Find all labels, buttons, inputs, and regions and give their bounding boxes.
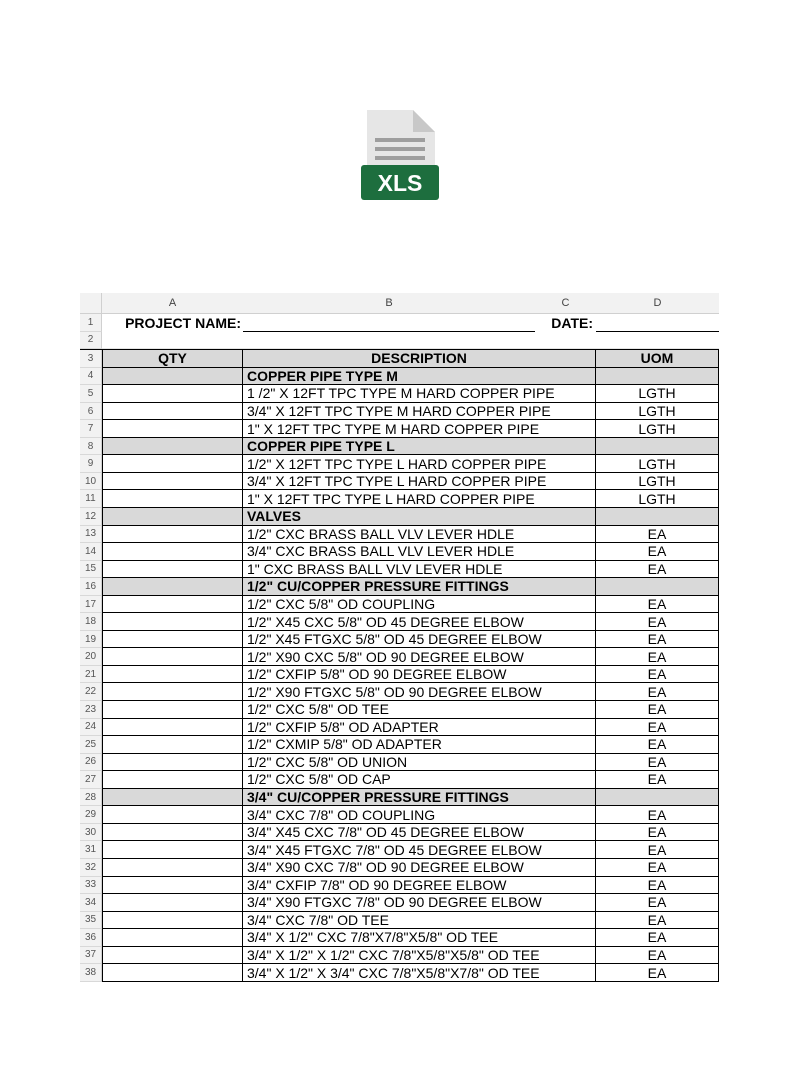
table-row bbox=[80, 877, 719, 895]
qty-cell[interactable] bbox=[102, 719, 243, 737]
date-field[interactable] bbox=[596, 314, 719, 332]
table-row bbox=[80, 683, 719, 701]
table-row bbox=[80, 385, 719, 403]
table-row bbox=[80, 947, 719, 965]
uom-cell[interactable]: EA bbox=[596, 561, 719, 579]
qty-cell[interactable] bbox=[102, 403, 243, 421]
row-number[interactable]: 1 bbox=[80, 314, 102, 332]
column-header-a[interactable]: A bbox=[168, 297, 177, 309]
qty-cell[interactable] bbox=[102, 526, 243, 544]
row-number[interactable]: 25 bbox=[80, 736, 102, 754]
cell[interactable] bbox=[596, 332, 719, 350]
table-header-row bbox=[80, 349, 719, 368]
uom-cell[interactable]: EA bbox=[596, 596, 719, 614]
description-cell[interactable]: 1" X 12FT TPC TYPE L HARD COPPER PIPE bbox=[243, 490, 596, 508]
table-row bbox=[80, 964, 719, 982]
description-cell[interactable]: 3/4" X 12FT TPC TYPE L HARD COPPER PIPE bbox=[243, 473, 596, 491]
row-number[interactable]: 23 bbox=[80, 701, 102, 719]
description-cell[interactable]: 3/4" X90 FTGXC 7/8" OD 90 DEGREE ELBOW bbox=[243, 894, 596, 912]
uom-cell[interactable]: EA bbox=[596, 701, 719, 719]
qty-cell[interactable] bbox=[102, 385, 243, 403]
qty-cell[interactable] bbox=[102, 543, 243, 561]
project-name-field[interactable] bbox=[243, 314, 535, 332]
section-row bbox=[80, 438, 719, 456]
description-cell[interactable]: 3/4" X 1/2" CXC 7/8"X7/8"X5/8" OD TEE bbox=[243, 929, 596, 947]
table-row bbox=[80, 929, 719, 947]
qty-cell[interactable] bbox=[102, 368, 243, 386]
qty-cell[interactable] bbox=[102, 578, 243, 596]
description-cell[interactable]: 1/2" CXFIP 5/8" OD 90 DEGREE ELBOW bbox=[243, 666, 596, 684]
table-row bbox=[80, 894, 719, 912]
qty-cell[interactable] bbox=[102, 490, 243, 508]
uom-cell[interactable]: LGTH bbox=[596, 403, 719, 421]
row-number[interactable]: 16 bbox=[80, 578, 102, 596]
uom-cell[interactable]: EA bbox=[596, 964, 719, 982]
qty-cell[interactable] bbox=[102, 561, 243, 579]
select-all-corner[interactable] bbox=[80, 293, 102, 313]
uom-cell[interactable]: EA bbox=[596, 719, 719, 737]
table-row bbox=[80, 859, 719, 877]
description-cell[interactable]: 1" X 12FT TPC TYPE M HARD COPPER PIPE bbox=[243, 420, 596, 438]
row-number[interactable]: 36 bbox=[80, 929, 102, 947]
qty-cell[interactable] bbox=[102, 648, 243, 666]
uom-cell[interactable]: EA bbox=[596, 736, 719, 754]
qty-cell[interactable] bbox=[102, 824, 243, 842]
qty-header: QTY bbox=[102, 350, 243, 368]
qty-cell[interactable] bbox=[102, 877, 243, 895]
table-row bbox=[80, 841, 719, 859]
uom-cell[interactable]: EA bbox=[596, 947, 719, 965]
uom-cell[interactable]: EA bbox=[596, 771, 719, 789]
description-cell[interactable]: 1/2" CXC 5/8" OD CAP bbox=[243, 771, 596, 789]
qty-cell[interactable] bbox=[102, 806, 243, 824]
uom-cell[interactable]: EA bbox=[596, 806, 719, 824]
table-row bbox=[80, 420, 719, 438]
row-2 bbox=[80, 332, 719, 350]
row-1 bbox=[80, 314, 719, 332]
description-cell[interactable]: 1/2" CXC BRASS BALL VLV LEVER HDLE bbox=[243, 526, 596, 544]
row-number[interactable]: 4 bbox=[80, 368, 102, 386]
section-row bbox=[80, 789, 719, 807]
row-number[interactable]: 19 bbox=[80, 631, 102, 649]
row-number[interactable]: 27 bbox=[80, 771, 102, 789]
row-number[interactable]: 28 bbox=[80, 789, 102, 807]
table-row bbox=[80, 403, 719, 421]
description-cell[interactable]: 3/4" X45 CXC 7/8" OD 45 DEGREE ELBOW bbox=[243, 824, 596, 842]
project-name-label: PROJECT NAME: bbox=[125, 314, 241, 331]
table-row bbox=[80, 912, 719, 930]
row-number[interactable]: 33 bbox=[80, 877, 102, 895]
table-row bbox=[80, 543, 719, 561]
row-number[interactable]: 31 bbox=[80, 841, 102, 859]
qty-cell[interactable] bbox=[102, 789, 243, 807]
uom-cell[interactable]: EA bbox=[596, 929, 719, 947]
row-number[interactable]: 34 bbox=[80, 894, 102, 912]
description-cell[interactable]: 3/4" X 1/2" X 3/4" CXC 7/8"X5/8"X7/8" OD TEE bbox=[243, 964, 596, 982]
qty-cell[interactable] bbox=[102, 771, 243, 789]
qty-cell[interactable] bbox=[102, 736, 243, 754]
table-row bbox=[80, 701, 719, 719]
table-row bbox=[80, 455, 719, 473]
row-number[interactable]: 11 bbox=[80, 490, 102, 508]
description-cell[interactable]: 1/2" X90 FTGXC 5/8" OD 90 DEGREE ELBOW bbox=[243, 683, 596, 701]
description-cell[interactable]: 3/4" CXFIP 7/8" OD 90 DEGREE ELBOW bbox=[243, 877, 596, 895]
xls-label: XLS bbox=[377, 170, 423, 196]
description-cell[interactable]: 3/4" CXC 7/8" OD COUPLING bbox=[243, 806, 596, 824]
description-cell[interactable]: 1 /2" X 12FT TPC TYPE M HARD COPPER PIPE bbox=[243, 385, 596, 403]
uom-cell[interactable]: EA bbox=[596, 666, 719, 684]
table-row bbox=[80, 473, 719, 491]
uom-cell[interactable]: EA bbox=[596, 754, 719, 772]
qty-cell[interactable] bbox=[102, 912, 243, 930]
qty-cell[interactable] bbox=[102, 964, 243, 982]
section-title[interactable]: COPPER PIPE TYPE M bbox=[243, 368, 596, 386]
description-cell[interactable]: 3/4" X90 CXC 7/8" OD 90 DEGREE ELBOW bbox=[243, 859, 596, 877]
description-cell[interactable]: 1/2" CXC 5/8" OD TEE bbox=[243, 701, 596, 719]
section-title[interactable]: 1/2" CU/COPPER PRESSURE FITTINGS bbox=[243, 578, 596, 596]
table-row bbox=[80, 596, 719, 614]
section-row bbox=[80, 578, 719, 596]
uom-cell[interactable]: EA bbox=[596, 877, 719, 895]
uom-cell[interactable]: LGTH bbox=[596, 455, 719, 473]
section-title[interactable]: 3/4" CU/COPPER PRESSURE FITTINGS bbox=[243, 789, 596, 807]
table-row bbox=[80, 561, 719, 579]
description-cell[interactable]: 1/2" X 12FT TPC TYPE L HARD COPPER PIPE bbox=[243, 455, 596, 473]
table-row bbox=[80, 719, 719, 737]
uom-cell[interactable] bbox=[596, 578, 719, 596]
table-row bbox=[80, 666, 719, 684]
description-cell[interactable]: 1/2" CXFIP 5/8" OD ADAPTER bbox=[243, 719, 596, 737]
row-number[interactable]: 10 bbox=[80, 473, 102, 491]
uom-cell[interactable]: EA bbox=[596, 841, 719, 859]
row-number[interactable]: 14 bbox=[80, 543, 102, 561]
qty-cell[interactable] bbox=[102, 947, 243, 965]
cell[interactable] bbox=[102, 332, 243, 350]
section-title[interactable]: COPPER PIPE TYPE L bbox=[243, 438, 596, 456]
section-title[interactable]: VALVES bbox=[243, 508, 596, 526]
cell[interactable] bbox=[535, 332, 596, 350]
uom-cell[interactable]: EA bbox=[596, 613, 719, 631]
uom-cell[interactable]: LGTH bbox=[596, 385, 719, 403]
uom-cell[interactable]: EA bbox=[596, 683, 719, 701]
description-header: DESCRIPTION bbox=[243, 350, 596, 368]
xls-file-icon bbox=[361, 108, 441, 204]
uom-cell[interactable]: EA bbox=[596, 631, 719, 649]
qty-cell[interactable] bbox=[102, 438, 243, 456]
date-label: DATE: bbox=[551, 314, 593, 331]
row-number[interactable]: 35 bbox=[80, 912, 102, 930]
table-row bbox=[80, 754, 719, 772]
row-number[interactable]: 32 bbox=[80, 859, 102, 877]
qty-cell[interactable] bbox=[102, 701, 243, 719]
description-cell[interactable]: 3/4" X 1/2" X 1/2" CXC 7/8"X5/8"X5/8" OD TEE bbox=[243, 947, 596, 965]
table-row bbox=[80, 490, 719, 508]
table-row bbox=[80, 824, 719, 842]
qty-cell[interactable] bbox=[102, 508, 243, 526]
row-number[interactable]: 29 bbox=[80, 806, 102, 824]
cell[interactable] bbox=[243, 332, 535, 350]
description-cell[interactable]: 1/2" CXC 5/8" OD COUPLING bbox=[243, 596, 596, 614]
qty-cell[interactable] bbox=[102, 455, 243, 473]
row-number[interactable]: 37 bbox=[80, 947, 102, 965]
description-cell[interactable]: 3/4" CXC 7/8" OD TEE bbox=[243, 912, 596, 930]
spreadsheet bbox=[80, 293, 719, 982]
table-body bbox=[80, 368, 719, 982]
description-cell[interactable]: 1/2" CXC 5/8" OD UNION bbox=[243, 754, 596, 772]
column-header-c[interactable]: C bbox=[561, 297, 570, 309]
uom-cell[interactable]: EA bbox=[596, 912, 719, 930]
uom-cell[interactable] bbox=[596, 508, 719, 526]
row-number[interactable]: 21 bbox=[80, 666, 102, 684]
uom-cell[interactable]: EA bbox=[596, 648, 719, 666]
column-header-d[interactable]: D bbox=[653, 297, 662, 309]
uom-cell[interactable]: EA bbox=[596, 859, 719, 877]
qty-cell[interactable] bbox=[102, 473, 243, 491]
uom-cell[interactable] bbox=[596, 368, 719, 386]
row-number[interactable]: 24 bbox=[80, 719, 102, 737]
table-row bbox=[80, 526, 719, 544]
row-number[interactable]: 22 bbox=[80, 683, 102, 701]
qty-cell[interactable] bbox=[102, 894, 243, 912]
table-row bbox=[80, 806, 719, 824]
row-number[interactable]: 7 bbox=[80, 420, 102, 438]
table-row bbox=[80, 648, 719, 666]
row-number[interactable]: 38 bbox=[80, 964, 102, 982]
table-row bbox=[80, 736, 719, 754]
column-header-b[interactable]: B bbox=[385, 297, 393, 309]
description-cell[interactable]: 1/2" X45 CXC 5/8" OD 45 DEGREE ELBOW bbox=[243, 613, 596, 631]
qty-cell[interactable] bbox=[102, 929, 243, 947]
description-cell[interactable]: 3/4" CXC BRASS BALL VLV LEVER HDLE bbox=[243, 543, 596, 561]
qty-cell[interactable] bbox=[102, 841, 243, 859]
table-row bbox=[80, 613, 719, 631]
table-row bbox=[80, 771, 719, 789]
qty-cell[interactable] bbox=[102, 613, 243, 631]
qty-cell[interactable] bbox=[102, 666, 243, 684]
uom-cell[interactable]: EA bbox=[596, 543, 719, 561]
row-number[interactable]: 30 bbox=[80, 824, 102, 842]
row-number[interactable]: 12 bbox=[80, 508, 102, 526]
section-row bbox=[80, 368, 719, 386]
qty-cell[interactable] bbox=[102, 596, 243, 614]
description-cell[interactable]: 1/2" X90 CXC 5/8" OD 90 DEGREE ELBOW bbox=[243, 648, 596, 666]
uom-header: UOM bbox=[596, 350, 719, 368]
qty-cell[interactable] bbox=[102, 754, 243, 772]
row-number[interactable]: 18 bbox=[80, 613, 102, 631]
table-row bbox=[80, 631, 719, 649]
row-number[interactable]: 8 bbox=[80, 438, 102, 456]
row-number[interactable]: 5 bbox=[80, 385, 102, 403]
description-cell[interactable]: 3/4" X45 FTGXC 7/8" OD 45 DEGREE ELBOW bbox=[243, 841, 596, 859]
description-cell[interactable]: 3/4" X 12FT TPC TYPE M HARD COPPER PIPE bbox=[243, 403, 596, 421]
uom-cell[interactable] bbox=[596, 789, 719, 807]
row-number[interactable]: 2 bbox=[80, 332, 102, 350]
section-row bbox=[80, 508, 719, 526]
uom-cell[interactable]: EA bbox=[596, 824, 719, 842]
row-number[interactable]: 6 bbox=[80, 403, 102, 421]
description-cell[interactable]: 1/2" X45 FTGXC 5/8" OD 45 DEGREE ELBOW bbox=[243, 631, 596, 649]
uom-cell[interactable]: EA bbox=[596, 894, 719, 912]
description-cell[interactable]: 1" CXC BRASS BALL VLV LEVER HDLE bbox=[243, 561, 596, 579]
uom-cell[interactable] bbox=[596, 438, 719, 456]
row-number[interactable]: 13 bbox=[80, 526, 102, 544]
description-cell[interactable]: 1/2" CXMIP 5/8" OD ADAPTER bbox=[243, 736, 596, 754]
uom-cell[interactable]: EA bbox=[596, 526, 719, 544]
uom-cell[interactable]: LGTH bbox=[596, 473, 719, 491]
row-number[interactable]: 17 bbox=[80, 596, 102, 614]
row-number[interactable]: 26 bbox=[80, 754, 102, 772]
uom-cell[interactable]: LGTH bbox=[596, 490, 719, 508]
column-header-bar bbox=[80, 293, 719, 314]
row-number[interactable]: 20 bbox=[80, 648, 102, 666]
qty-cell[interactable] bbox=[102, 420, 243, 438]
row-number[interactable]: 15 bbox=[80, 561, 102, 579]
uom-cell[interactable]: LGTH bbox=[596, 420, 719, 438]
row-number[interactable]: 9 bbox=[80, 455, 102, 473]
qty-cell[interactable] bbox=[102, 859, 243, 877]
qty-cell[interactable] bbox=[102, 631, 243, 649]
row-number[interactable]: 3 bbox=[80, 350, 102, 368]
qty-cell[interactable] bbox=[102, 683, 243, 701]
